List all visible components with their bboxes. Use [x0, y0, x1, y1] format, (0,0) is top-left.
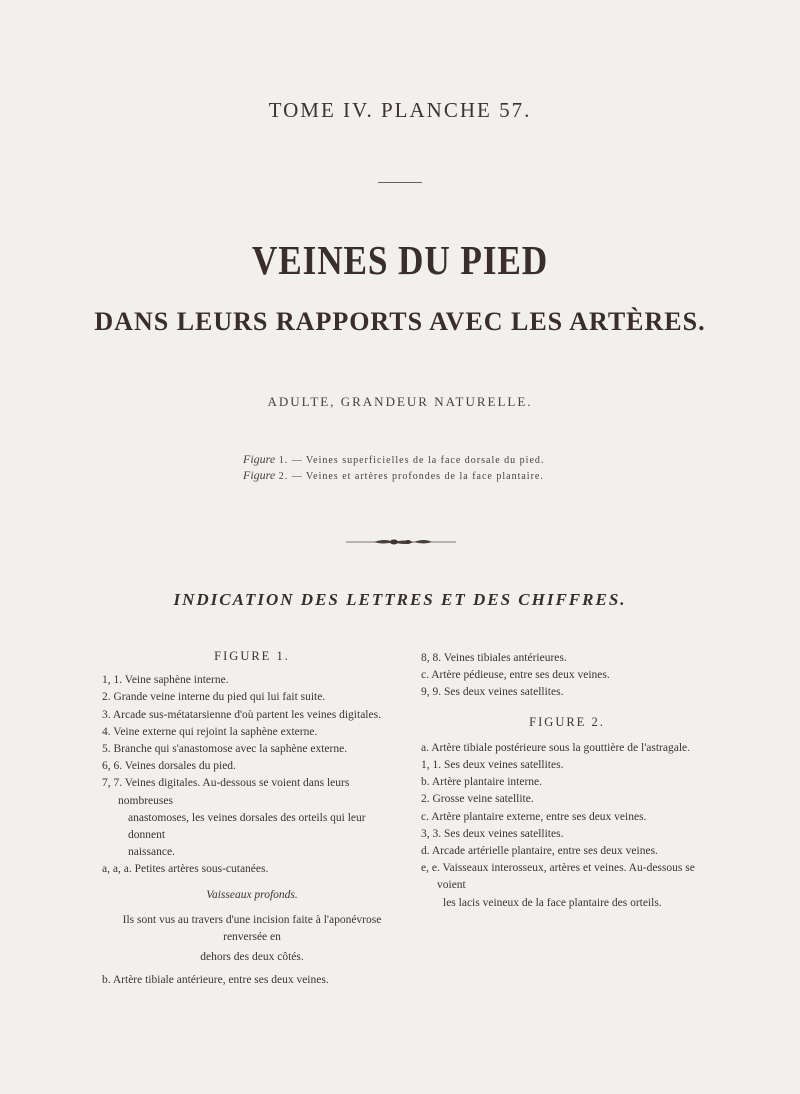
legend-item-continuation: naissance.: [128, 846, 175, 859]
legend-item-continuation: les lacis veineux de la face plantaire des orteils.: [443, 896, 662, 909]
legend-item: b. Artère tibiale antérieure, entre ses deux veines.: [102, 974, 329, 987]
legend-item: 3. Arcade sus-métatarsienne d'où partent les veines digitales.: [102, 708, 381, 721]
legend-item: 3, 3. Ses deux veines satellites.: [421, 827, 564, 840]
legend-item: a. Artère tibiale postérieure sous la gouttière de l'astragale.: [421, 741, 691, 754]
legend-item-continuation: anastomoses, les veines dorsales des orteils qui leur donnent: [128, 811, 366, 842]
legend-item: b. Artère plantaire interne.: [421, 776, 543, 789]
legend-item: 7, 7. Veines digitales. Au-dessous se voient dans leurs nombreuses: [102, 777, 350, 807]
legend-column-left: [102, 648, 402, 990]
figure-number: 1.: [278, 455, 289, 466]
figure-entry: [243, 468, 663, 484]
figure-label: Figure: [243, 452, 276, 466]
figure-number: 2.: [278, 471, 289, 482]
legend-item: c. Artère plantaire externe, entre ses deux veines.: [421, 810, 647, 823]
incision-note-cont: dehors des deux côtés.: [200, 951, 304, 964]
legend-item: a, a, a. Petites artères sous-cutanées.: [102, 863, 269, 876]
figure-2-heading: FIGURE 2.: [529, 714, 605, 729]
legend-column-right: [421, 650, 713, 912]
plate-subtitle: DANS LEURS RAPPORTS AVEC LES ARTÈRES.: [94, 307, 706, 336]
ornament-divider: [346, 537, 456, 547]
plate-header: TOME IV. PLANCHE 57.: [268, 98, 532, 122]
figure-1-heading: FIGURE 1.: [214, 649, 290, 663]
legend-item: 1, 1. Ses deux veines satellites.: [421, 759, 564, 772]
legend-item: 2. Grande veine interne du pied qui lui fait suite.: [102, 691, 326, 704]
plate-title: VEINES DU PIED: [251, 237, 549, 283]
legend-item: 1, 1. Veine saphène interne.: [102, 674, 229, 687]
legend-item: 4. Veine externe qui rejoint la saphène externe.: [102, 725, 318, 738]
divider-rule: [378, 182, 422, 183]
legend-item: e, e. Vaisseaux interosseux, artères et veines. Au-dessous se voient: [421, 862, 695, 892]
legend-item: d. Arcade artérielle plantaire, entre ses deux veines.: [421, 845, 658, 858]
legend-item: c. Artère pédieuse, entre ses deux veines.: [421, 669, 610, 682]
deep-vessels-heading: Vaisseaux profonds.: [206, 888, 298, 901]
figure-description: — Veines superficielles de la face dorsale du pied.: [291, 455, 545, 466]
legend-item: 6, 6. Veines dorsales du pied.: [102, 760, 236, 773]
figure-list: [243, 452, 663, 484]
incision-note: Ils sont vus au travers d'une incision faite à l'aponévrose renversée en: [122, 913, 382, 944]
figure-label: Figure: [243, 468, 276, 482]
plate-scale-note: ADULTE, GRANDEUR NATURELLE.: [267, 394, 533, 409]
legend-item: 2. Grosse veine satellite.: [421, 793, 534, 806]
legend-item: 5. Branche qui s'anastomose avec la saphène externe.: [102, 743, 348, 756]
legend-heading: INDICATION DES LETTRES ET DES CHIFFRES.: [173, 590, 627, 609]
figure-description: — Veines et artères profondes de la face plantaire.: [291, 471, 544, 482]
legend-item: 9, 9. Ses deux veines satellites.: [421, 686, 564, 699]
legend-item: 8, 8. Veines tibiales antérieures.: [421, 652, 567, 664]
figure-entry: [243, 452, 663, 468]
